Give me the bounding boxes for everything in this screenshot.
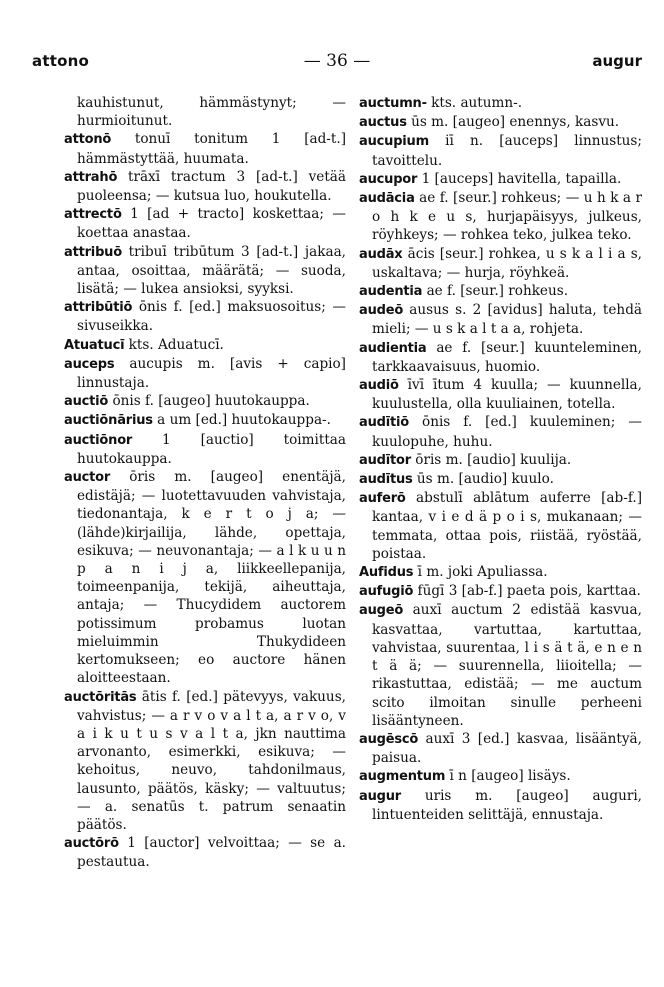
dictionary-entry xyxy=(359,189,642,245)
dictionary-entry xyxy=(359,767,642,786)
entry-headword: auctus xyxy=(359,115,407,131)
dictionary-entry xyxy=(64,468,346,687)
dictionary-entry xyxy=(359,787,642,824)
dictionary-entry xyxy=(64,336,346,355)
entry-headword: auctumn- xyxy=(359,96,427,111)
entry-headword: attrectō xyxy=(64,207,122,223)
entry-definition: ōnis f. [augeo] huutokauppa. xyxy=(108,393,310,410)
entry-headword: auctiō xyxy=(64,394,109,410)
dictionary-entry xyxy=(359,301,642,338)
entry-definition: tribuī tribūtum 3 [ad-t.] jakaa, antaa, osoittaa, määrätä; — suoda, lisätä; — lukea ansioksi, syyksi. xyxy=(77,243,346,298)
entry-definition: abstulī ablātum auferre [ab-f.] kantaa, v i e d ä p o i s, mukanaan; — temmata, ottaa pois, riistää, ryöstää, poistaa. xyxy=(372,490,642,562)
dictionary-entry xyxy=(359,94,642,113)
entry-definition: auxī 3 [ed.] kasvaa, lisääntyä, paisua. xyxy=(372,730,642,767)
dictionary-entry xyxy=(359,376,642,413)
entry-headword: audāx xyxy=(359,246,403,262)
dictionary-entry xyxy=(359,489,642,563)
page-header xyxy=(32,52,642,76)
entry-headword: augmentum xyxy=(359,769,446,785)
dictionary-entry xyxy=(64,834,346,871)
dictionary-entry xyxy=(359,582,642,601)
entry-headword: attrahō xyxy=(64,169,118,185)
entry-headword: auctōritās xyxy=(64,689,137,705)
entry-definition: iī n. [auceps] linnustus; tavoittelu. xyxy=(372,133,642,169)
entry-headword: augeō xyxy=(359,603,404,619)
entry-headword: audeō xyxy=(359,303,404,319)
entry-definition: ausus s. 2 [avidus] haluta, tehdä mieli; — u s k a l t a a, rohjeta. xyxy=(372,302,642,338)
entry-headword: augēscō xyxy=(359,731,419,747)
entry-definition: ae f. [seur.] kuunteleminen, tarkkaavaisuus, huomio. xyxy=(372,339,642,375)
dictionary-entry xyxy=(359,245,642,282)
entry-definition: ōris m. [audio] kuulija. xyxy=(410,451,572,468)
dictionary-entry xyxy=(359,170,642,189)
entry-definition: ācis [seur.] rohkea, u s k a l i a s, uskaltava; — hurja, röyhkeä. xyxy=(372,245,642,281)
entry-definition: a um [ed.] huutokauppa-. xyxy=(152,412,331,429)
entry-definition: ōnis f. [ed.] kuuleminen; — kuulopuhe, huhu. xyxy=(372,414,642,450)
entry-headword: auferō xyxy=(359,491,406,507)
entry-headword: audītor xyxy=(359,452,411,468)
entry-definition: ī n [augeo] lisäys. xyxy=(445,768,571,785)
dictionary-entry xyxy=(64,298,346,335)
entry-headword: audientia xyxy=(359,340,427,356)
dictionary-entry xyxy=(359,730,642,767)
dictionary-entry xyxy=(359,113,642,132)
entry-definition: 1 [ad + tracto] koskettaa; — koettaa anastaa. xyxy=(77,206,346,242)
page-number: — 36 — xyxy=(303,51,371,71)
entry-headword: attribuō xyxy=(64,244,122,260)
entry-definition: tonuī tonitum 1 [ad-t.] hämmästyttää, huumata. xyxy=(77,131,346,167)
entry-definition: ae f. [seur.] rohkeus; — u h k a r o h k e u s, hurjapäisyys, julkeus, röyhkeys; — rohkea teko, julkea teko. xyxy=(372,190,642,244)
entry-headword: auctor xyxy=(64,470,111,486)
entry-definition: aucupis m. [avis + capio] linnustaja. xyxy=(77,355,346,392)
dictionary-entry xyxy=(359,601,642,729)
entry-definition: ōnis f. [ed.] maksuosoitus; — sivuseikka. xyxy=(77,299,346,335)
entry-definition: 1 [auctor] velvoittaa; — se a. pestautua. xyxy=(77,835,346,871)
header-first-word: attono xyxy=(32,52,89,70)
dictionary-entry xyxy=(64,411,346,430)
entry-definition: kts. autumn-. xyxy=(426,95,523,111)
entry-headword: audiō xyxy=(359,378,399,394)
entry-definition: 1 [auceps] havitella, tapailla. xyxy=(417,170,622,187)
dictionary-entry xyxy=(64,688,346,835)
entry-headword: augur xyxy=(359,788,401,804)
dictionary-entry xyxy=(64,94,346,130)
dictionary-entry xyxy=(359,339,642,376)
dictionary-entry xyxy=(64,431,346,468)
right-column xyxy=(359,94,642,824)
entry-definition: ōris m. [augeo] enentäjä, edistäjä; — luotettavuuden vahvistaja, tiedonantaja, k e r t o j a; — (lähde)kirjailija, lähde, opettaja, esikuva; — neuvonantaja; — a l k u u n p a n i j a, liikkeellepanija, toimeenpanija, tekijä, aiheuttaja, antaja; — Thucydidem auctorem potissimum probamus luotan mieluimmin Thukydideen kertomukseen; eo auctore hänen aloitteestaan. xyxy=(77,469,346,687)
dictionary-entry xyxy=(64,130,346,167)
entry-headword: audītiō xyxy=(359,415,409,431)
entry-headword: Atuatucī xyxy=(64,337,125,353)
entry-headword: auctiōnor xyxy=(64,432,133,448)
dictionary-entry xyxy=(359,451,642,470)
dictionary-entry xyxy=(64,243,346,299)
entry-definition: ae f. [seur.] rohkeus. xyxy=(422,283,569,300)
entry-definition: fūgī 3 [ab-f.] paeta pois, karttaa. xyxy=(413,583,641,600)
entry-headword: audācia xyxy=(359,191,415,207)
entry-definition: īvī ītum 4 kuulla; — kuunnella, kuulustella, olla kuuliainen, totella. xyxy=(372,377,642,413)
dictionary-entry xyxy=(359,470,642,489)
entry-headword: aucupium xyxy=(359,134,429,150)
entry-definition: ūs m. [audio] kuulo. xyxy=(412,471,554,488)
entry-definition: ī m. joki Apuliassa. xyxy=(413,564,548,581)
entry-headword: aucupor xyxy=(359,171,418,187)
entry-headword: auctōrō xyxy=(64,836,119,852)
entry-definition: uris m. [augeo] auguri, lintuenteiden selittäjä, ennustaja. xyxy=(372,787,642,823)
entry-headword: aufugiō xyxy=(359,584,414,600)
entry-definition: 1 [auctio] toimittaa huutokauppa. xyxy=(77,431,346,467)
entry-headword: auceps xyxy=(64,356,115,372)
entry-headword: audītus xyxy=(359,472,413,488)
dictionary-entry xyxy=(64,205,346,242)
entry-definition: kts. Aduatucī. xyxy=(124,336,224,353)
dictionary-entry xyxy=(359,563,642,582)
dictionary-entry xyxy=(359,132,642,169)
entry-headword: auctiōnārius xyxy=(64,413,153,429)
dictionary-entry xyxy=(64,355,346,392)
dictionary-entry xyxy=(64,168,346,205)
entry-headword: Aufidus xyxy=(359,565,414,581)
left-column xyxy=(64,94,346,872)
dictionary-entry xyxy=(64,392,346,411)
header-last-word: augur xyxy=(592,52,642,70)
entry-definition: ātis f. [ed.] pätevyys, vakuus, vahvistus; — a r v o v a l t a, a r v o, v a i k u t u s v a l t a, jkn nauttima arvonanto, esimerkki, esikuva; — kehoitus, neuvo, tahdonilmaus, lausunto, päätös, käsky; — valtuutus; — a. senatūs t. patrum senaatin päätös. xyxy=(77,688,346,833)
entry-definition: ūs m. [augeo] enennys, kasvu. xyxy=(406,114,620,131)
entry-definition: trāxī tractum 3 [ad-t.] vetää puoleensa; — kutsua luo, houkutella. xyxy=(77,168,346,205)
dictionary-entry xyxy=(359,282,642,301)
entry-headword: attonō xyxy=(64,132,112,148)
dictionary-entry xyxy=(359,413,642,450)
entry-definition: auxī auctum 2 edistää kasvua, kasvattaa, vartuttaa, kartuttaa, vahvistaa, suurentaa, l i s ä t ä, e n e n t ä ä; — suurennella, liioitella; — rikastuttaa, edistää; — me auctum scito ilmoitan sinulle perheeni lisääntyneen. xyxy=(372,602,642,729)
entry-headword: attribūtiō xyxy=(64,300,133,316)
entry-headword: audentia xyxy=(359,284,423,300)
entry-definition: kauhistunut, hämmästynyt; — hurmioitunut. xyxy=(77,95,346,130)
